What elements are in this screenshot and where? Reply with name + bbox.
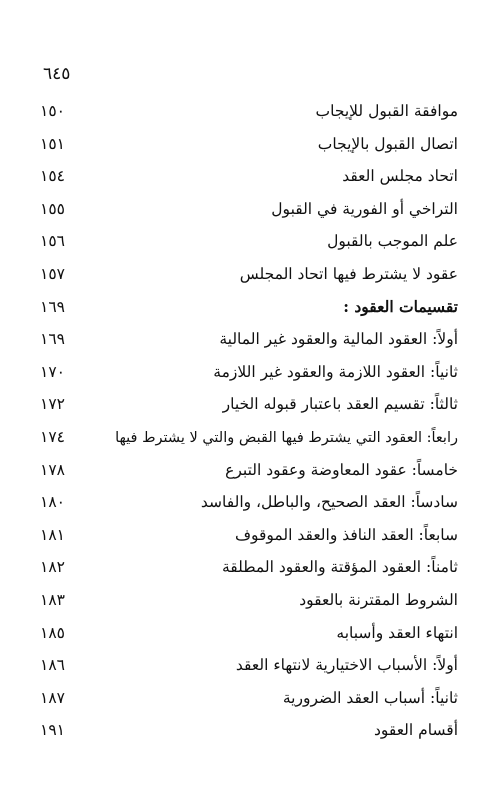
toc-entry-title: أولاً: العقود المالية والعقود غير المالية [219, 330, 458, 349]
toc-entry-title: اتحاد مجلس العقد [342, 167, 458, 186]
toc-entry-title: سابعاً: العقد النافذ والعقد الموقوف [234, 525, 458, 544]
page-number: ٦٤٥ [43, 64, 71, 84]
toc-entry-page: ١٥٤ [40, 167, 65, 186]
toc-entry [40, 95, 458, 128]
toc-entry [40, 160, 458, 193]
toc-entry [40, 519, 458, 552]
toc-entry-title: علم الموجب بالقبول [327, 232, 458, 251]
toc-entry [40, 323, 458, 356]
toc-entry-title: انتهاء العقد وأسبابه [336, 623, 458, 642]
toc-entry [40, 454, 458, 487]
toc-entry-title: أولاً: الأسباب الاختيارية لانتهاء العقد [235, 656, 458, 675]
toc-entry [40, 225, 458, 258]
toc-entry [40, 649, 458, 682]
toc-entry [40, 356, 458, 389]
toc-entry [40, 128, 458, 161]
toc-entry [40, 193, 458, 226]
toc-entry-title: ثالثاً: تقسيم العقد باعتبار قبوله الخيار [222, 395, 458, 414]
toc-entry [40, 714, 458, 747]
toc-entry-title: ثانياً: العقود اللازمة والعقود غير اللازمة [213, 362, 458, 381]
toc-entry-title: أقسام العقود [373, 721, 458, 740]
toc-entry-page: ١٨١ [40, 525, 65, 544]
toc-entry-title: عقود لا يشترط فيها اتحاد المجلس [239, 264, 458, 283]
toc-entry-page: ١٨٢ [40, 558, 65, 577]
toc-entry-title: سادساً: العقد الصحيح، والباطل، والفاسد [200, 493, 458, 512]
toc-entry-page: ١٨٧ [40, 688, 65, 707]
toc-entry [40, 388, 458, 421]
toc-entry-title: تقسيمات العقود : [343, 296, 458, 316]
toc-entry [40, 421, 458, 454]
toc-entry [40, 486, 458, 519]
toc-entry-page: ١٥٧ [40, 264, 65, 283]
toc-entry [40, 617, 458, 650]
toc-entry-page: ١٨٣ [40, 590, 65, 609]
toc-entry-title: خامساً: عقود المعاوضة وعقود التبرع [225, 460, 458, 479]
toc-entry-title: موافقة القبول للإيجاب [315, 102, 458, 120]
toc-entry-page: ١٥٥ [40, 199, 65, 218]
toc-entry-page: ١٧٤ [40, 427, 65, 446]
toc-entry [40, 584, 458, 617]
toc-entry-page: ١٨٥ [40, 623, 65, 642]
toc-entry [40, 551, 458, 584]
toc-entry-page: ١٨٦ [40, 656, 65, 675]
toc-entry-title: التراخي أو الفورية في القبول [271, 199, 458, 218]
toc-entry-title: رابعاً: العقود التي يشترط فيها القبض والتي لا يشترط فيها [115, 429, 458, 446]
toc-entry-page: ١٧٠ [40, 362, 65, 381]
toc-entry-title: الشروط المقترنة بالعقود [299, 590, 458, 609]
toc-entry-page: ١٧٨ [40, 460, 65, 479]
toc-entry-page: ١٦٩ [40, 330, 65, 349]
toc-entry [40, 258, 458, 291]
toc-entry-title: ثامناً: العقود المؤقتة والعقود المطلقة [221, 558, 458, 577]
toc-section-heading [40, 291, 458, 324]
toc-entry-page: ١٩١ [40, 721, 65, 740]
table-of-contents [40, 95, 458, 747]
toc-entry-page: ١٧٢ [40, 395, 65, 414]
toc-entry-page: ١٥٦ [40, 232, 65, 251]
toc-entry-page: ١٦٩ [40, 297, 65, 316]
toc-entry-page: ١٥٠ [40, 102, 65, 120]
toc-entry-title: اتصال القبول بالإيجاب [317, 134, 458, 153]
toc-entry-page: ١٥١ [40, 134, 65, 153]
toc-entry-page: ١٨٠ [40, 493, 65, 512]
toc-entry [40, 682, 458, 715]
toc-entry-title: ثانياً: أسباب العقد الضرورية [282, 688, 458, 707]
